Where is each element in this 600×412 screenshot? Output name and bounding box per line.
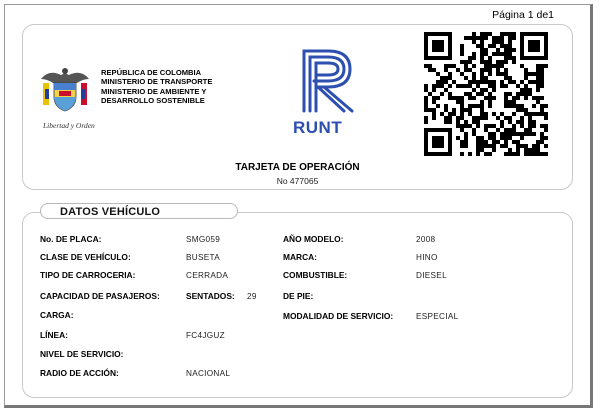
qr-code-icon bbox=[424, 32, 552, 156]
body-type-label: TIPO DE CARROCERIA: bbox=[40, 270, 136, 280]
service-level-label: NIVEL DE SERVICIO: bbox=[40, 349, 124, 359]
seated-value: 29 bbox=[247, 292, 257, 301]
government-line: DESARROLLO SOSTENIBLE bbox=[101, 96, 205, 106]
plate-label: No. DE PLACA: bbox=[40, 234, 102, 244]
government-line: MINISTERIO DE AMBIENTE Y bbox=[101, 86, 207, 96]
passenger-capacity-label: CAPACIDAD DE PASAJEROS: bbox=[40, 291, 160, 301]
service-modality-value: ESPECIAL bbox=[416, 312, 459, 321]
brand-value: HINO bbox=[416, 253, 438, 262]
action-radius-value: NACIONAL bbox=[186, 369, 231, 378]
page-number: Página 1 de1 bbox=[492, 9, 554, 21]
model-year-value: 2008 bbox=[416, 235, 436, 244]
government-line: MINISTERIO DE TRANSPORTE bbox=[101, 77, 213, 87]
plate-value: SMG059 bbox=[186, 235, 221, 244]
standing-label: DE PIE: bbox=[283, 291, 314, 301]
header-card bbox=[22, 24, 573, 190]
vehicle-class-value: BUSETA bbox=[186, 253, 220, 262]
government-motto: Libertad y Orden bbox=[43, 121, 95, 130]
section-title: DATOS VEHÍCULO bbox=[60, 206, 161, 218]
line-value: FC4JGUZ bbox=[186, 331, 225, 340]
line-label: LÍNEA: bbox=[40, 330, 68, 340]
body-type-value: CERRADA bbox=[186, 271, 229, 280]
brand-label: MARCA: bbox=[283, 252, 317, 262]
vehicle-class-label: CLASE DE VEHÍCULO: bbox=[40, 252, 131, 262]
runt-logo-text: RUNT bbox=[293, 118, 343, 137]
cargo-label: CARGA: bbox=[40, 310, 74, 320]
document-title: TARJETA DE OPERACIÓN bbox=[235, 162, 360, 173]
service-modality-label: MODALIDAD DE SERVICIO: bbox=[283, 311, 394, 321]
fuel-value: DIESEL bbox=[416, 271, 447, 280]
fuel-label: COMBUSTIBLE: bbox=[283, 270, 348, 280]
model-year-label: AÑO MODELO: bbox=[283, 234, 344, 244]
seated-label: SENTADOS: bbox=[186, 291, 235, 301]
government-line: REPÚBLICA DE COLOMBIA bbox=[101, 68, 202, 77]
colombia-coat-of-arms-icon bbox=[39, 65, 91, 113]
document-number: No 477065 bbox=[276, 176, 319, 186]
government-entity-lines bbox=[101, 68, 251, 106]
action-radius-label: RADIO DE ACCIÓN: bbox=[40, 368, 119, 378]
runt-logo-icon bbox=[296, 43, 356, 113]
